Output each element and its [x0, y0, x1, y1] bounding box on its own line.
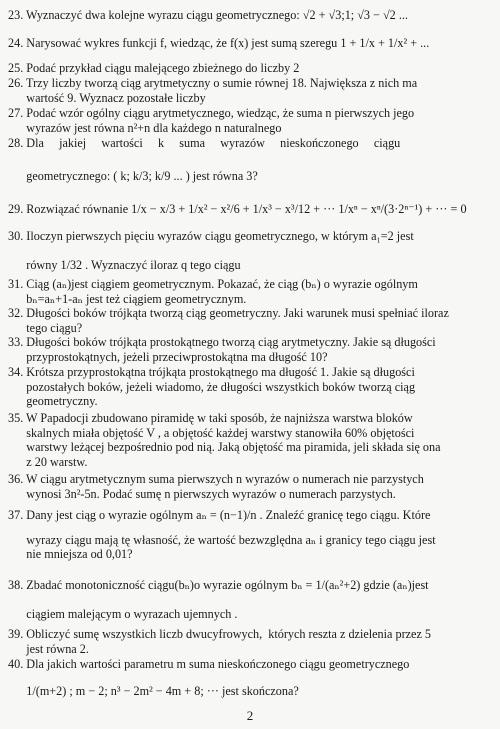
problem-26: [8, 76, 492, 105]
problem-24: [8, 36, 492, 51]
problem-line: 27. Podać wzór ogólny ciągu arytmetycznego, wiedząc, że suma n pierwszych jego: [8, 106, 415, 120]
problem-33: [8, 335, 492, 364]
problem-line: 39. Obliczyć sumę wszystkich liczb dwucyfrowych, których reszta z dzielenia przez 5: [8, 627, 432, 641]
problem-line: wartość 9. Wyznacz pozostałe liczby: [8, 90, 206, 105]
problem-line: skalnych miała objętość V , a objętość każdej warstwy stanowiła 60% objętości: [8, 425, 415, 440]
problem-line: 38. Zbadać monotoniczność ciągu(bₙ)o wyrazie ogólnym bₙ = 1/(aₙ²+2) gdzie (aₙ)jest: [8, 578, 429, 592]
problem-line: 32. Długości boków trójkąta tworzą ciąg geometryczny. Jaki warunek musi spełniać iloraz: [8, 306, 449, 320]
problem-line: 28. Dla jakiej wartości k suma wyrazów nieskończonego ciągu: [8, 136, 401, 150]
problem-line: warstwy leżącej bezpośrednio pod nią. Jaką objętość ma piramida, jeli składa się ona: [8, 440, 441, 454]
problem-line: przyprostokątnych, jeżeli przeciwprostokątna ma długość 10?: [8, 349, 328, 364]
problem-line: geometrycznego: ( k; k/3; k/9 ... ) jest równa 3?: [8, 168, 258, 183]
problem-line: 35. W Papadocji zbudowano piramidę w taki sposób, że najniższa warstwa bloków: [8, 411, 413, 425]
problem-32: [8, 306, 492, 335]
problem-line: nie mniejsza od 0,01?: [8, 547, 133, 561]
problem-line: 23. Wyznaczyć dwa kolejne wyrazu ciągu geometrycznego: √2 + √3;1; √3 − √2 ...: [8, 8, 408, 22]
problem-line: 29. Rozwiązać równanie 1/x − x/3 + 1/x² − x²/6 + 1/x³ − x³/12 + ··· 1/xⁿ − xⁿ/(3·2ⁿ⁻¹) + ··· = 0: [8, 202, 467, 216]
problem-line: 1/(m+2) ; m − 2; n³ − 2m² − 4m + 8; ··· jest skończona?: [8, 683, 299, 698]
problem-line: 24. Narysować wykres funkcji f, wiedząc, że f(x) jest sumą szeregu 1 + 1/x + 1/x² + ...: [8, 36, 430, 50]
problem-line: tego ciągu?: [8, 320, 83, 335]
problem-line: bₙ=aₙ+1-aₙ jest też ciągiem geometrycznym.: [8, 291, 247, 306]
problem-line: równy 1/32 . Wyznaczyć iloraz q tego ciągu: [8, 257, 241, 272]
problem-38: [8, 578, 492, 621]
problem-line: wyrazów jest równa n²+n dla każdego n naturalnego: [8, 120, 282, 135]
problem-line: 33. Długości boków trójkąta prostokątnego tworzą ciąg arytmetyczny. Jakie są długości: [8, 335, 436, 349]
problem-line: jest równa 2.: [8, 641, 89, 656]
problem-line: 31. Ciąg (aₙ)jest ciągiem geometrycznym. Pokazać, że ciąg (bₙ) o wyrazie ogólnym: [8, 277, 418, 291]
problem-31: [8, 277, 492, 306]
problem-27: [8, 106, 492, 135]
problem-line: pozostałych boków, jeżeli wiadomo, że długości wszystkich boków tworzą ciąg: [8, 379, 416, 394]
problem-line: 34. Krótsza przyprostokątna trójkąta prostokątnego ma długość 1. Jakie są długości: [8, 365, 415, 379]
problem-line: z 20 warstw.: [8, 454, 88, 469]
problem-29: [8, 202, 492, 217]
page-number: 2: [246, 708, 254, 723]
problem-28: [8, 136, 492, 183]
problem-line: 25. Podać przykład ciągu malejącego zbieżnego do liczby 2: [8, 61, 300, 75]
problem-line: wyrazy ciągu mają tę własność, że wartość bezwzględna aₙ i granicy tego ciągu jest: [8, 532, 436, 547]
problem-39: [8, 627, 492, 656]
problem-line: ciągiem malejącym o wyrazach ujemnych .: [8, 606, 238, 621]
problem-line: geometryczny.: [8, 394, 98, 408]
problem-35: [8, 411, 492, 469]
problem-37: [8, 508, 492, 562]
problem-line: 36. W ciągu arytmetycznym suma pierwszych n wyrazów o numerach nie parzystych: [8, 472, 424, 486]
problem-line: 26. Trzy liczby tworzą ciąg arytmetyczny o sumie równej 18. Największa z nich ma: [8, 76, 418, 90]
problem-line: 40. Dla jakich wartości parametru m suma nieskończonego ciągu geometrycznego: [8, 657, 410, 671]
problem-25: [8, 61, 492, 76]
problem-line: 37. Dany jest ciąg o wyrazie ogólnym aₙ = (n−1)/n . Znaleźć granicę tego ciągu. Które: [8, 508, 431, 522]
problem-30: [8, 229, 492, 272]
problem-40: [8, 657, 492, 698]
problem-line: 30. Iloczyn pierwszych pięciu wyrazów ciągu geometrycznego, w którym a₁=2 jest: [8, 229, 414, 243]
problem-36: [8, 472, 492, 501]
problem-23: [8, 8, 492, 23]
problem-line: wynosi 3n²-5n. Podać sumę n pierwszych wyrazów o numerach parzystych.: [8, 486, 396, 501]
problem-34: [8, 365, 492, 409]
